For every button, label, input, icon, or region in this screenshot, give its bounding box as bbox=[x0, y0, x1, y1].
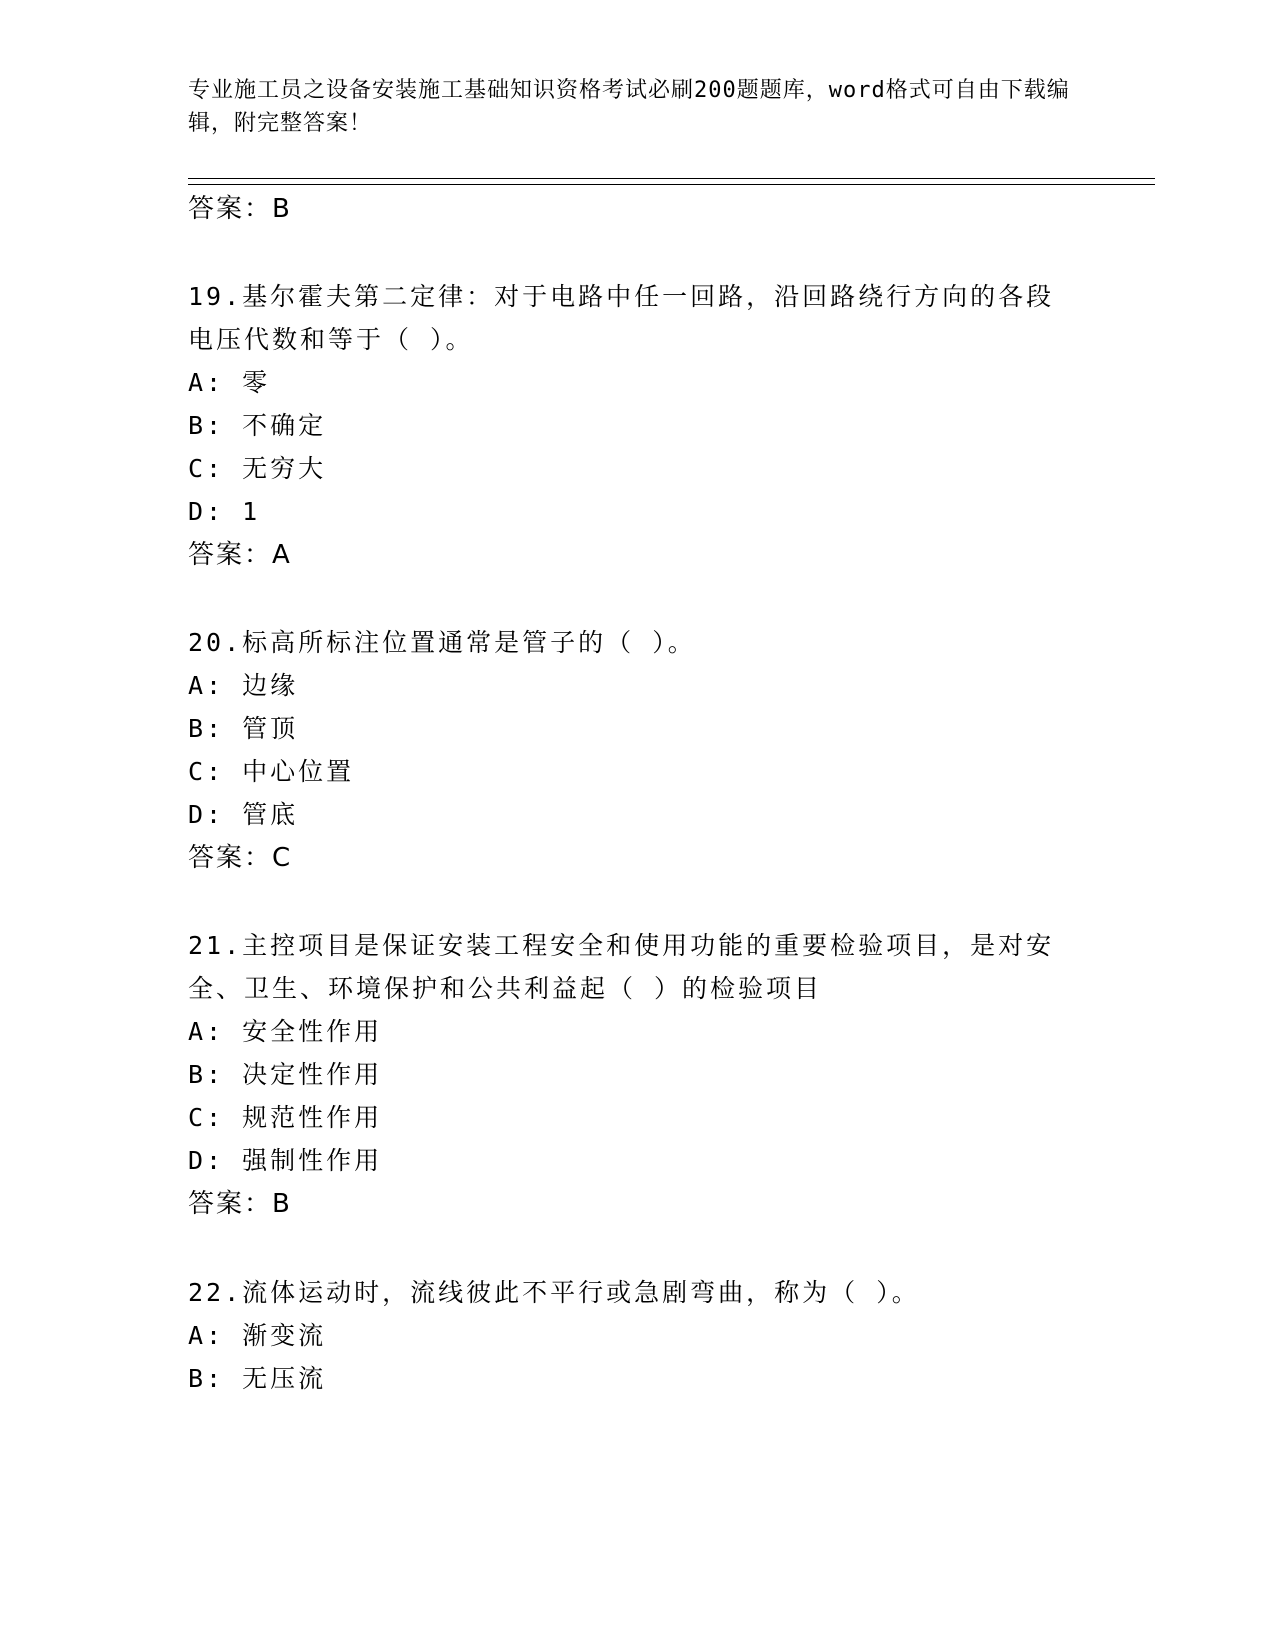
option-d: D: 1 bbox=[188, 497, 261, 526]
option-d: D: 强制性作用 bbox=[188, 1146, 383, 1175]
option-a: A: 边缘 bbox=[188, 671, 299, 700]
question-stem: 19.基尔霍夫第二定律：对于电路中任一回路，沿回路绕行方向的各段 bbox=[188, 282, 1055, 311]
question-stem: 22.流体运动时，流线彼此不平行或急剧弯曲，称为（ ）。 bbox=[188, 1278, 920, 1307]
option-b: B: 决定性作用 bbox=[188, 1060, 383, 1089]
option-a: A: 渐变流 bbox=[188, 1321, 327, 1350]
answer-line: 答案：B bbox=[188, 194, 292, 224]
answer-line: 答案：A bbox=[188, 540, 292, 570]
header-rule-top bbox=[188, 178, 1155, 179]
option-c: C: 无穷大 bbox=[188, 454, 327, 483]
option-c: C: 规范性作用 bbox=[188, 1103, 383, 1132]
answer-line: 答案：C bbox=[188, 843, 293, 873]
document-header: 专业施工员之设备安装施工基础知识资格考试必刷200题题库，word格式可自由下载编辑，附完整答案！ bbox=[188, 78, 1070, 136]
answer-line: 答案：B bbox=[188, 1189, 292, 1219]
option-a: A: 零 bbox=[188, 368, 271, 397]
option-b: B: 不确定 bbox=[188, 411, 327, 440]
option-b: B: 无压流 bbox=[188, 1364, 327, 1393]
question-stem: 21.主控项目是保证安装工程安全和使用功能的重要检验项目，是对安 bbox=[188, 931, 1055, 960]
option-d: D: 管底 bbox=[188, 800, 299, 829]
option-c: C: 中心位置 bbox=[188, 757, 355, 786]
header-rule-bottom bbox=[188, 184, 1155, 185]
question-stem: 全、卫生、环境保护和公共利益起（ ）的检验项目 bbox=[188, 974, 823, 1003]
option-b: B: 管顶 bbox=[188, 714, 299, 743]
question-stem: 20.标高所标注位置通常是管子的（ ）。 bbox=[188, 628, 696, 657]
question-stem: 电压代数和等于（ ）。 bbox=[188, 325, 474, 354]
option-a: A: 安全性作用 bbox=[188, 1017, 383, 1046]
